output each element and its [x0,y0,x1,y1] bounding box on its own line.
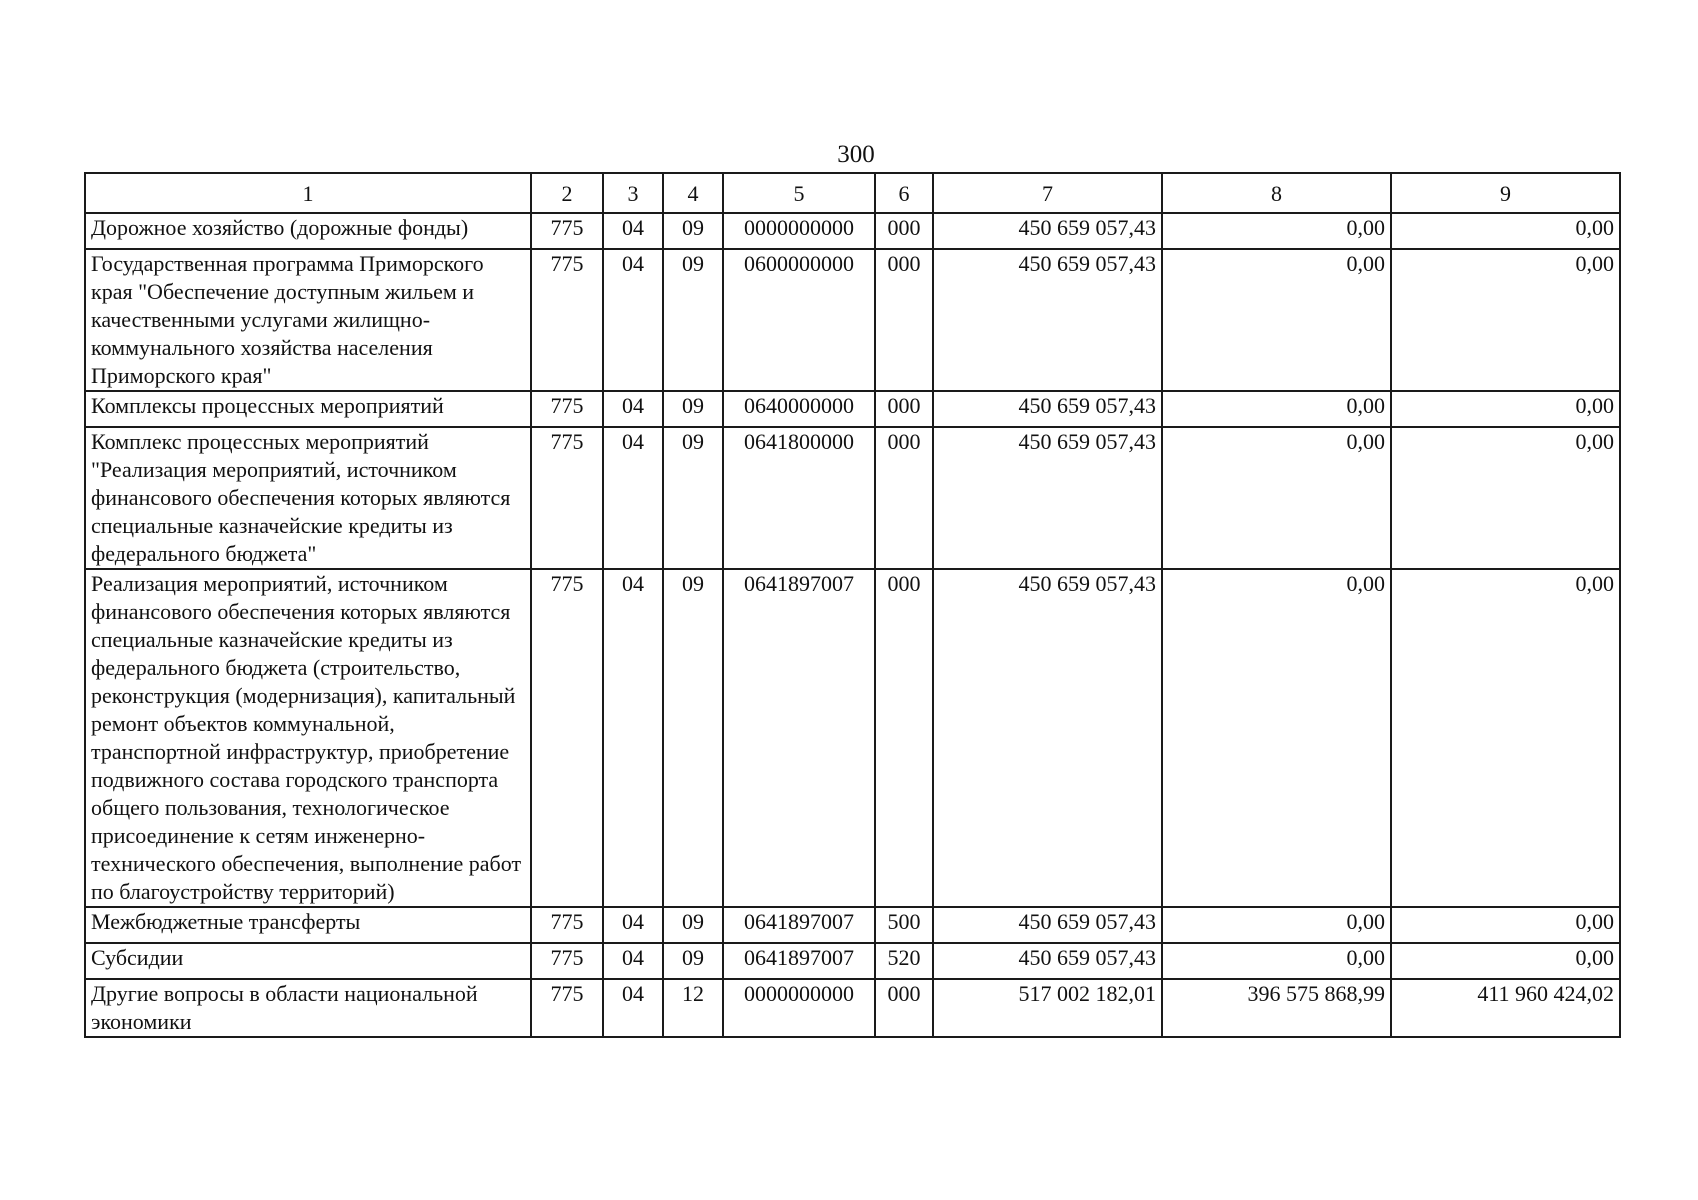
row-amount-col9: 0,00 [1391,391,1620,427]
row-amount-col7: 450 659 057,43 [933,569,1162,907]
row-ministry-code: 775 [531,569,603,907]
row-subsection-code: 12 [663,979,723,1037]
column-header-5: 5 [723,173,875,213]
column-header-4: 4 [663,173,723,213]
row-section-code: 04 [603,213,663,249]
row-section-code: 04 [603,391,663,427]
table-row [85,391,1620,427]
row-expense-type-code: 000 [875,213,933,249]
row-section-code: 04 [603,249,663,391]
row-subsection-code: 09 [663,943,723,979]
page-number: 300 [837,141,875,168]
row-amount-col7: 450 659 057,43 [933,943,1162,979]
row-section-code: 04 [603,907,663,943]
row-expense-type-code: 000 [875,979,933,1037]
row-amount-col8: 0,00 [1162,907,1391,943]
row-amount-col8: 0,00 [1162,391,1391,427]
row-expense-type-code: 000 [875,249,933,391]
row-amount-col9: 0,00 [1391,249,1620,391]
row-amount-col7: 450 659 057,43 [933,213,1162,249]
column-header-7: 7 [933,173,1162,213]
table-row [85,907,1620,943]
row-amount-col7: 450 659 057,43 [933,249,1162,391]
row-ministry-code: 775 [531,427,603,569]
row-amount-col9: 0,00 [1391,213,1620,249]
row-amount-col8: 0,00 [1162,943,1391,979]
row-target-code: 0000000000 [723,213,875,249]
row-amount-col7: 517 002 182,01 [933,979,1162,1037]
row-name: Другие вопросы в области национальной экономики [85,979,531,1037]
column-header-9: 9 [1391,173,1620,213]
table-row [85,427,1620,569]
row-amount-col9: 0,00 [1391,907,1620,943]
row-subsection-code: 09 [663,213,723,249]
row-ministry-code: 775 [531,979,603,1037]
row-expense-type-code: 500 [875,907,933,943]
row-name: Комплексы процессных мероприятий [85,391,531,427]
row-name: Межбюджетные трансферты [85,907,531,943]
row-ministry-code: 775 [531,391,603,427]
column-header-1: 1 [85,173,531,213]
row-ministry-code: 775 [531,213,603,249]
row-name: Дорожное хозяйство (дорожные фонды) [85,213,531,249]
row-amount-col7: 450 659 057,43 [933,391,1162,427]
row-subsection-code: 09 [663,391,723,427]
row-section-code: 04 [603,427,663,569]
row-amount-col9: 0,00 [1391,569,1620,907]
table-row [85,943,1620,979]
row-amount-col8: 0,00 [1162,249,1391,391]
row-amount-col9: 0,00 [1391,427,1620,569]
row-section-code: 04 [603,979,663,1037]
row-name: Государственная программа Приморского края "Обеспечение доступным жильем и качественными услугами жилищно-коммунального хозяйства населения Приморского края" [85,249,531,391]
row-amount-col9: 0,00 [1391,943,1620,979]
table-row [85,979,1620,1037]
row-amount-col8: 0,00 [1162,569,1391,907]
row-amount-col9: 411 960 424,02 [1391,979,1620,1037]
row-amount-col8: 396 575 868,99 [1162,979,1391,1037]
row-target-code: 0640000000 [723,391,875,427]
row-name: Комплекс процессных мероприятий "Реализация мероприятий, источником финансового обеспечения которых являются специальные казначейские кредиты из федерального бюджета" [85,427,531,569]
row-target-code: 0600000000 [723,249,875,391]
row-amount-col7: 450 659 057,43 [933,427,1162,569]
row-subsection-code: 09 [663,427,723,569]
row-expense-type-code: 000 [875,427,933,569]
row-target-code: 0641897007 [723,907,875,943]
row-expense-type-code: 000 [875,391,933,427]
column-header-3: 3 [603,173,663,213]
column-header-8: 8 [1162,173,1391,213]
row-target-code: 0000000000 [723,979,875,1037]
header-row [85,173,1620,213]
row-amount-col8: 0,00 [1162,427,1391,569]
table-row [85,249,1620,391]
row-subsection-code: 09 [663,569,723,907]
budget-table [84,172,1621,1038]
row-target-code: 0641800000 [723,427,875,569]
column-header-6: 6 [875,173,933,213]
row-target-code: 0641897007 [723,943,875,979]
table-row [85,213,1620,249]
row-ministry-code: 775 [531,943,603,979]
row-section-code: 04 [603,569,663,907]
row-target-code: 0641897007 [723,569,875,907]
row-expense-type-code: 000 [875,569,933,907]
row-section-code: 04 [603,943,663,979]
column-header-2: 2 [531,173,603,213]
row-name: Реализация мероприятий, источником финансового обеспечения которых являются специальные казначейские кредиты из федерального бюджета (строительство, реконструкция (модернизация), капитальный ремонт объектов коммунальной, транспортной инфраструктур, приобретение подвижного состава городского транспорта общего пользования, технологическое присоединение к сетям инженерно-технического обеспечения, выполнение работ по благоустройству территорий) [85,569,531,907]
row-name: Субсидии [85,943,531,979]
table-row [85,569,1620,907]
row-ministry-code: 775 [531,249,603,391]
row-amount-col8: 0,00 [1162,213,1391,249]
row-ministry-code: 775 [531,907,603,943]
row-subsection-code: 09 [663,249,723,391]
row-expense-type-code: 520 [875,943,933,979]
row-amount-col7: 450 659 057,43 [933,907,1162,943]
row-subsection-code: 09 [663,907,723,943]
